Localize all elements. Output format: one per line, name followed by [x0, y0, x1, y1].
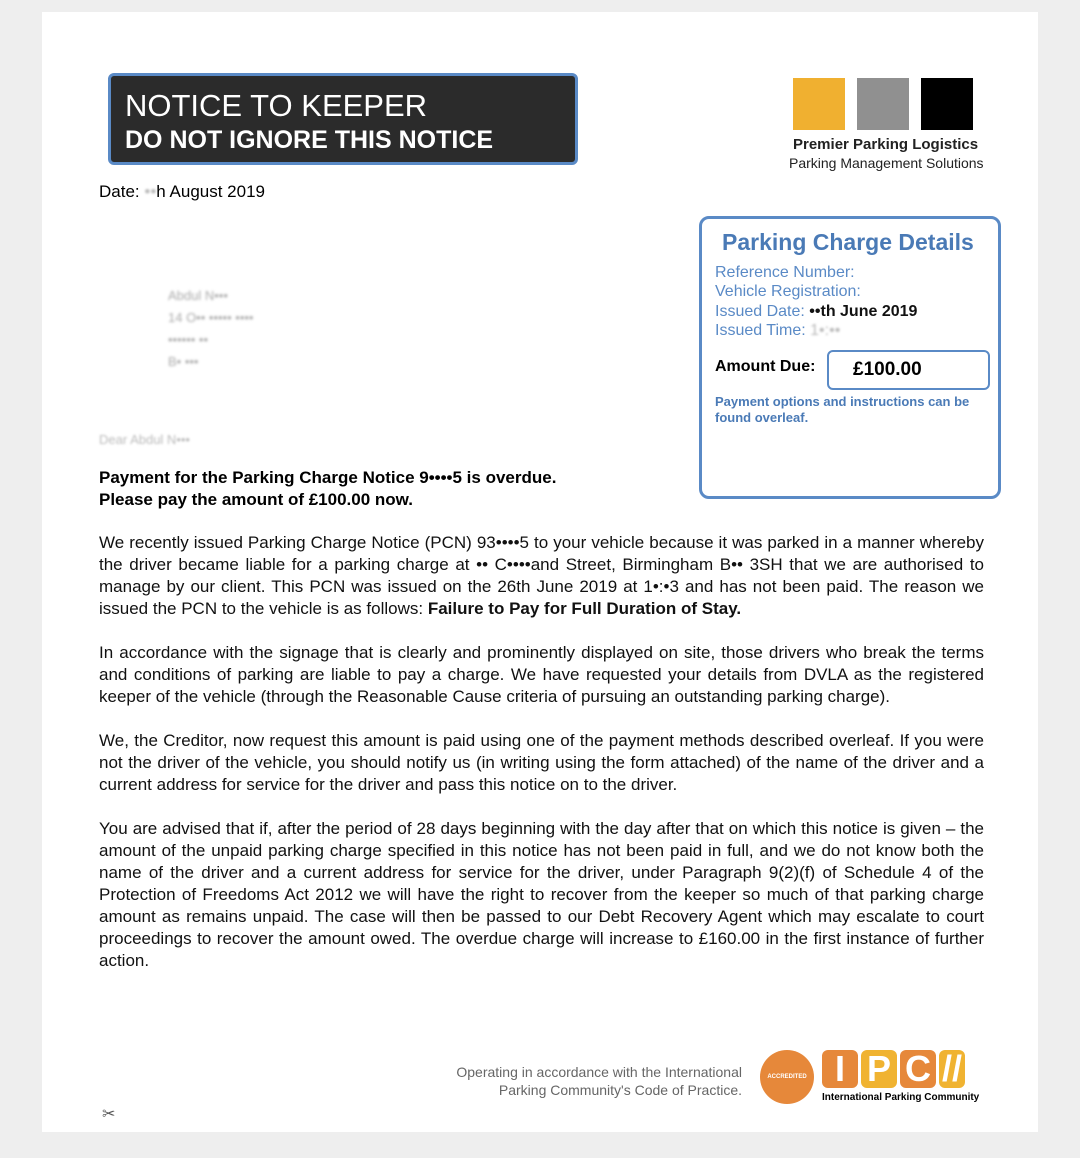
vehicle-registration-label: Vehicle Registration:: [715, 283, 861, 300]
notice-subtitle: DO NOT IGNORE THIS NOTICE: [125, 126, 494, 154]
letter-body: [99, 532, 984, 994]
overdue-heading: Payment for the Parking Charge Notice 9••••5 is overdue. Please pay the amount of £100.00 now.: [99, 468, 557, 509]
amount-due-value: £100.00: [827, 350, 990, 390]
company-tagline: Parking Management Solutions: [789, 155, 984, 171]
notice-banner: [108, 73, 578, 165]
logo-square-orange: [793, 78, 845, 130]
company-name: Premier Parking Logistics: [793, 136, 979, 153]
details-title: Parking Charge Details: [722, 229, 974, 255]
parking-charge-details: [699, 216, 1001, 499]
amount-due-label: Amount Due:: [715, 358, 816, 375]
accredited-operator-seal: ACCREDITED OPERATOR: [760, 1050, 814, 1104]
payment-note: Payment options and instructions can be found overleaf.: [715, 394, 970, 425]
ipc-logo: I P C //: [822, 1050, 965, 1088]
notice-title: NOTICE TO KEEPER: [125, 88, 428, 123]
notice-date: Date: ••h August 2019: [99, 182, 265, 201]
recipient-address: Abdul N••• 14 O•• ••••• •••• •••••• •• B• •••: [168, 288, 254, 369]
logo-square-gray: [857, 78, 909, 130]
greeting: Dear Abdul N•••: [99, 432, 190, 447]
paragraph: In accordance with the signage that is clearly and prominently displayed on site, those drivers who break the terms and conditions of parking are liable to pay a charge. We have requested your details from DVLA as the registered keeper of the vehicle (through the Reasonable Cause criteria of pursuing an outstanding parking charge).: [99, 643, 984, 706]
issued-date: Issued Date: ••th June 2019: [715, 303, 918, 320]
ipc-name: International Parking Community: [822, 1092, 980, 1103]
reference-number-label: Reference Number:: [715, 264, 855, 281]
paragraph: You are advised that if, after the period of 28 days beginning with the day after that on which this notice is given – the amount of the unpaid parking charge specified in this notice has not been paid in full, and we do not know both the name of the driver and a current address for service for the driver, under Paragraph 9(2)(f) of Schedule 4 of the Protection of Freedoms Act 2012 we will have the right to recover from the keeper so much of that parking charge amount as remains unpaid. The case will then be passed to our Debt Recovery Agent which may escalate to court proceedings to recover the amount owed. The overdue charge will increase to £160.00 in the first instance of further action.: [99, 819, 984, 970]
footer-text: Operating in accordance with the International Parking Community's Code of Practice.: [456, 1064, 742, 1098]
scissors-icon: ✂: [102, 1106, 116, 1123]
issued-time: Issued Time: 1•:••: [715, 322, 841, 339]
paragraph: We recently issued Parking Charge Notice (PCN) 93••••5 to your vehicle because it was parked in a manner whereby the driver became liable for a parking charge at •• C••••and Street, Birmingham B•• 3SH that we are authorised to manage by our client. This PCN was issued on the 26th June 2019 at 1•:•3 and has not been paid. The reason we issued the PCN to the vehicle is as follows: Failure to Pay for Full Duration of Stay.: [99, 533, 984, 618]
logo-square-black: [921, 78, 973, 130]
paragraph: We, the Creditor, now request this amount is paid using one of the payment methods described overleaf. If you were not the driver of the vehicle, you should notify us (in writing using the form attached) of the name of the driver and a current address for service for the driver and pass this notice on to the driver.: [99, 731, 984, 794]
